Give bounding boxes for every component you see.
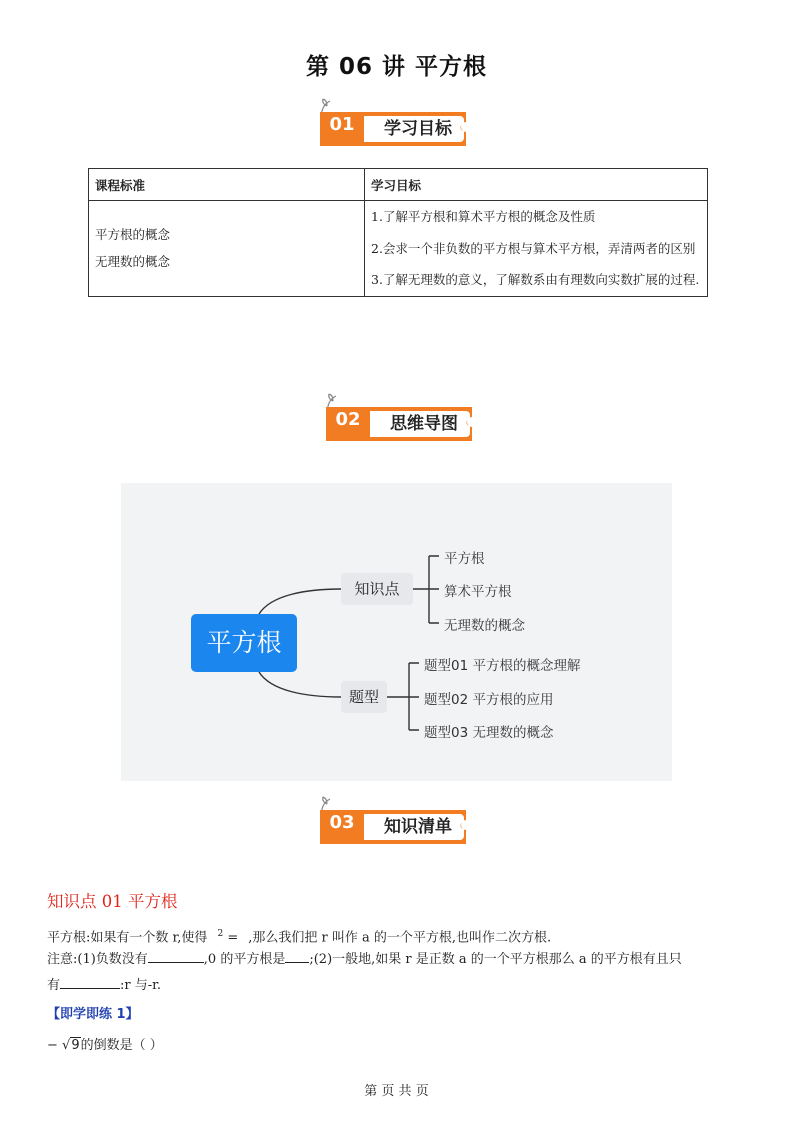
note-text: ;(2)一般地,如果 r 是正数 a 的一个平方根那么 a 的平方根有且只 xyxy=(309,952,682,967)
goal-item: 3.了解无理数的意义，了解数系由有理数向实数扩展的过程. xyxy=(371,272,700,287)
practice-heading: 【即学即练 1】 xyxy=(47,1007,139,1022)
sqrt-sign: √ xyxy=(62,1038,71,1053)
mind-map-leaf: 无理数的概念 xyxy=(444,618,525,634)
sqrt-radicand: 9 xyxy=(71,1038,80,1053)
definition-superscript: 2 xyxy=(217,929,224,939)
question-line xyxy=(47,1033,747,1059)
note-text: :r 与-r. xyxy=(120,978,162,993)
definition-text: 平方根:如果有一个数 r,使得 xyxy=(47,930,208,946)
badge-mind-map xyxy=(326,397,476,441)
table-header-row xyxy=(89,169,708,201)
section-heading: 知识点 01 平方根 xyxy=(47,892,178,911)
fill-blank xyxy=(285,948,309,963)
note-text: 注意:(1)负数没有 xyxy=(47,952,148,967)
badge-learning-goals xyxy=(320,102,470,146)
mind-map-leaf: 题型03 无理数的概念 xyxy=(424,725,554,741)
goals-table xyxy=(88,168,708,297)
definition-text: ,那么我们把 r 叫作 a 的一个平方根,也叫作二次方根. xyxy=(248,930,552,946)
branch-question-types: 题型 xyxy=(341,681,387,713)
badge-number: 02 xyxy=(335,409,361,430)
standards-cell xyxy=(89,201,365,297)
table-header-goals: 学习目标 xyxy=(365,169,708,201)
badge-number: 01 xyxy=(329,114,355,135)
goals-cell xyxy=(365,201,708,297)
standard-item: 平方根的概念 xyxy=(95,227,171,243)
definition-equals: = xyxy=(227,930,239,946)
mind-map-leaf: 算术平方根 xyxy=(444,584,512,600)
fill-blank xyxy=(60,974,120,989)
mind-map-leaf: 题型02 平方根的应用 xyxy=(424,692,554,708)
badge-label: 学习目标 xyxy=(384,119,452,139)
mind-map-leaf: 平方根 xyxy=(444,551,485,567)
note-text: 有 xyxy=(47,978,61,993)
mind-map-root: 平方根 xyxy=(191,614,297,672)
badge-label: 知识清单 xyxy=(384,817,452,837)
fill-blank xyxy=(148,948,204,963)
standard-item: 无理数的概念 xyxy=(95,254,171,270)
question-text: 的倒数是（ ） xyxy=(80,1038,163,1053)
goal-item: 1.了解平方根和算术平方根的概念及性质 xyxy=(371,209,596,224)
badge-number: 03 xyxy=(329,812,355,833)
badge-label: 思维导图 xyxy=(390,414,458,434)
branch-knowledge-points: 知识点 xyxy=(341,573,413,605)
mind-map-leaf: 题型01 平方根的概念理解 xyxy=(424,658,581,674)
badge-knowledge-list xyxy=(320,800,470,844)
question-minus: − xyxy=(47,1038,58,1053)
page-title: 第 06 讲 平方根 xyxy=(305,54,488,80)
table-header-standard: 课程标准 xyxy=(89,169,365,201)
note-text: ,0 的平方根是 xyxy=(203,952,286,967)
note-paragraph xyxy=(47,947,747,999)
page-footer: 第 页 共 页 xyxy=(364,1084,429,1099)
table-row xyxy=(89,201,708,297)
goal-item: 2.会求一个非负数的平方根与算术平方根，弄清两者的区别 xyxy=(371,240,696,256)
mind-map xyxy=(121,483,672,781)
